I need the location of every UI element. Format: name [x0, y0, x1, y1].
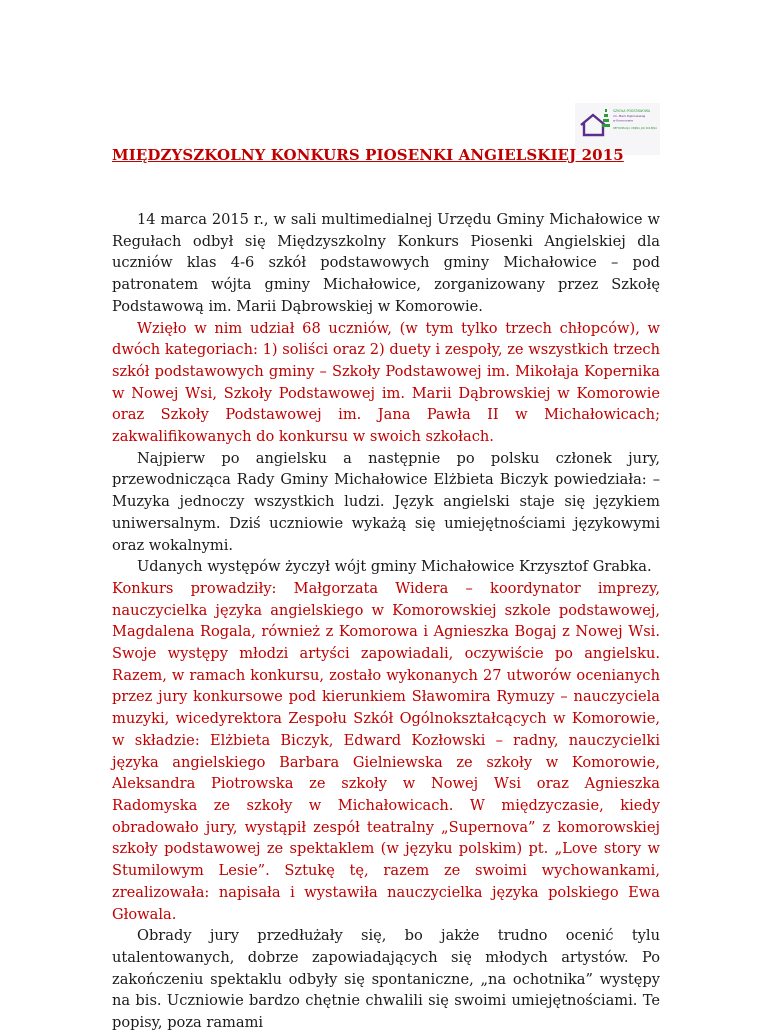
paragraph-5: Konkurs prowadziły: Małgorzata Widera – koordynator imprezy, nauczycielka języka angielskiego w Komorowskiej szkole podstawowej, Magdalena Rogala, również z Komorowa i Agnieszka Bogaj z Nowej Wsi. Swoje występy młodzi artyści zapowiadali, oczywiście po angielsku. Razem, w ramach konkursu, zostało wykonanych 27 utworów ocenianych przez jury konkursowe pod kierunkiem Sławomira Rymuzy – nauczyciela muzyki, wicedyrektora Zespołu Szkół Ogólnokształcących w Komorowie, w składzie: Elżbieta Biczyk, Edward Kozłowski – radny, nauczycielki języka angielskiego Barbara Gielniewska ze szkoły w Komorowie, Aleksandra Piotrowska ze szkoły w Nowej Wsi oraz Agnieszka Radomyska ze szkoły w Michałowicach. W międzyczasie, kiedy obradowało jury, wystąpił zespół teatralny „Supernova” z komorowskiej szkoły podstawowej ze spektaklem (w języku polskim) pt. „Love story w Stumilowym Lesie”. Sztukę tę, razem ze swoimi wychowankami, zrealizowała: napisała i wystawiła nauczycielka języka polskiego Ewa Głowala.: [112, 579, 660, 923]
logo-line-2: im. Marii Dąbrowskiej: [613, 114, 646, 118]
paragraph-1: 14 marca 2015 r., w sali multimedialnej Urzędu Gminy Michałowice w Regułach odbył się Międzyszkolny Konkurs Piosenki Angielskiej dla uczniów klas 4-6 szkół podstawowych gminy Michałowice – pod patronatem wójta gminy Michałowice, zorganizowany przez Szkołę Podstawową im. Marii Dąbrowskiej w Komorowie.: [112, 211, 660, 315]
logo-line-1: SZKOŁA PODSTAWOWA: [613, 109, 651, 113]
logo-line-3: w Komorowie: [613, 118, 633, 123]
logo-line-4: REFORMACJA UNIJNA JAK KOLEJNA: [613, 127, 657, 130]
paragraph-4: Udanych występów życzył wójt gminy Michałowice Krzysztof Grabka.: [137, 558, 652, 576]
article-body: [112, 209, 660, 1034]
page-title: MIĘDZYSZKOLNY KONKURS PIOSENKI ANGIELSKIEJ 2015: [112, 146, 624, 164]
paragraph-2: Wzięło w nim udział 68 uczniów, (w tym tylko trzech chłopców), w dwóch kategoriach: 1) soliści oraz 2) duety i zespoły, ze wszystkich trzech szkół podstawowych gminy – Szkoły Podstawowej im. Mikołaja Kopernika w Nowej Wsi, Szkoły Podstawowej im. Marii Dąbrowskiej w Komorowie oraz Szkoły Podstawowej im. Jana Pawła II w Michałowicach; zakwalifikowanych do konkursu w swoich szkołach.: [112, 319, 660, 446]
paragraph-6: Obrady jury przedłużały się, bo jakże trudno ocenić tylu utalentowanych, dobrze zapowiadających się młodych artystów. Po zakończeniu spektaklu odbyły się spontaniczne, „na ochotnika” występy na bis. Uczniowie bardzo chętnie chwalili się swoimi umiejętnościami. Te popisy, poza ramami: [112, 927, 660, 1032]
paragraph-3: Najpierw po angielsku a następnie po polsku członek jury, przewodnicząca Rady Gminy Michałowice Elżbieta Biczyk powiedziała: – Muzyka jednoczy wszystkich ludzi. Język angielski staje się językiem uniwersalnym. Dziś uczniowie wykażą się umiejętnościami językowymi oraz wokalnymi.: [112, 449, 660, 554]
